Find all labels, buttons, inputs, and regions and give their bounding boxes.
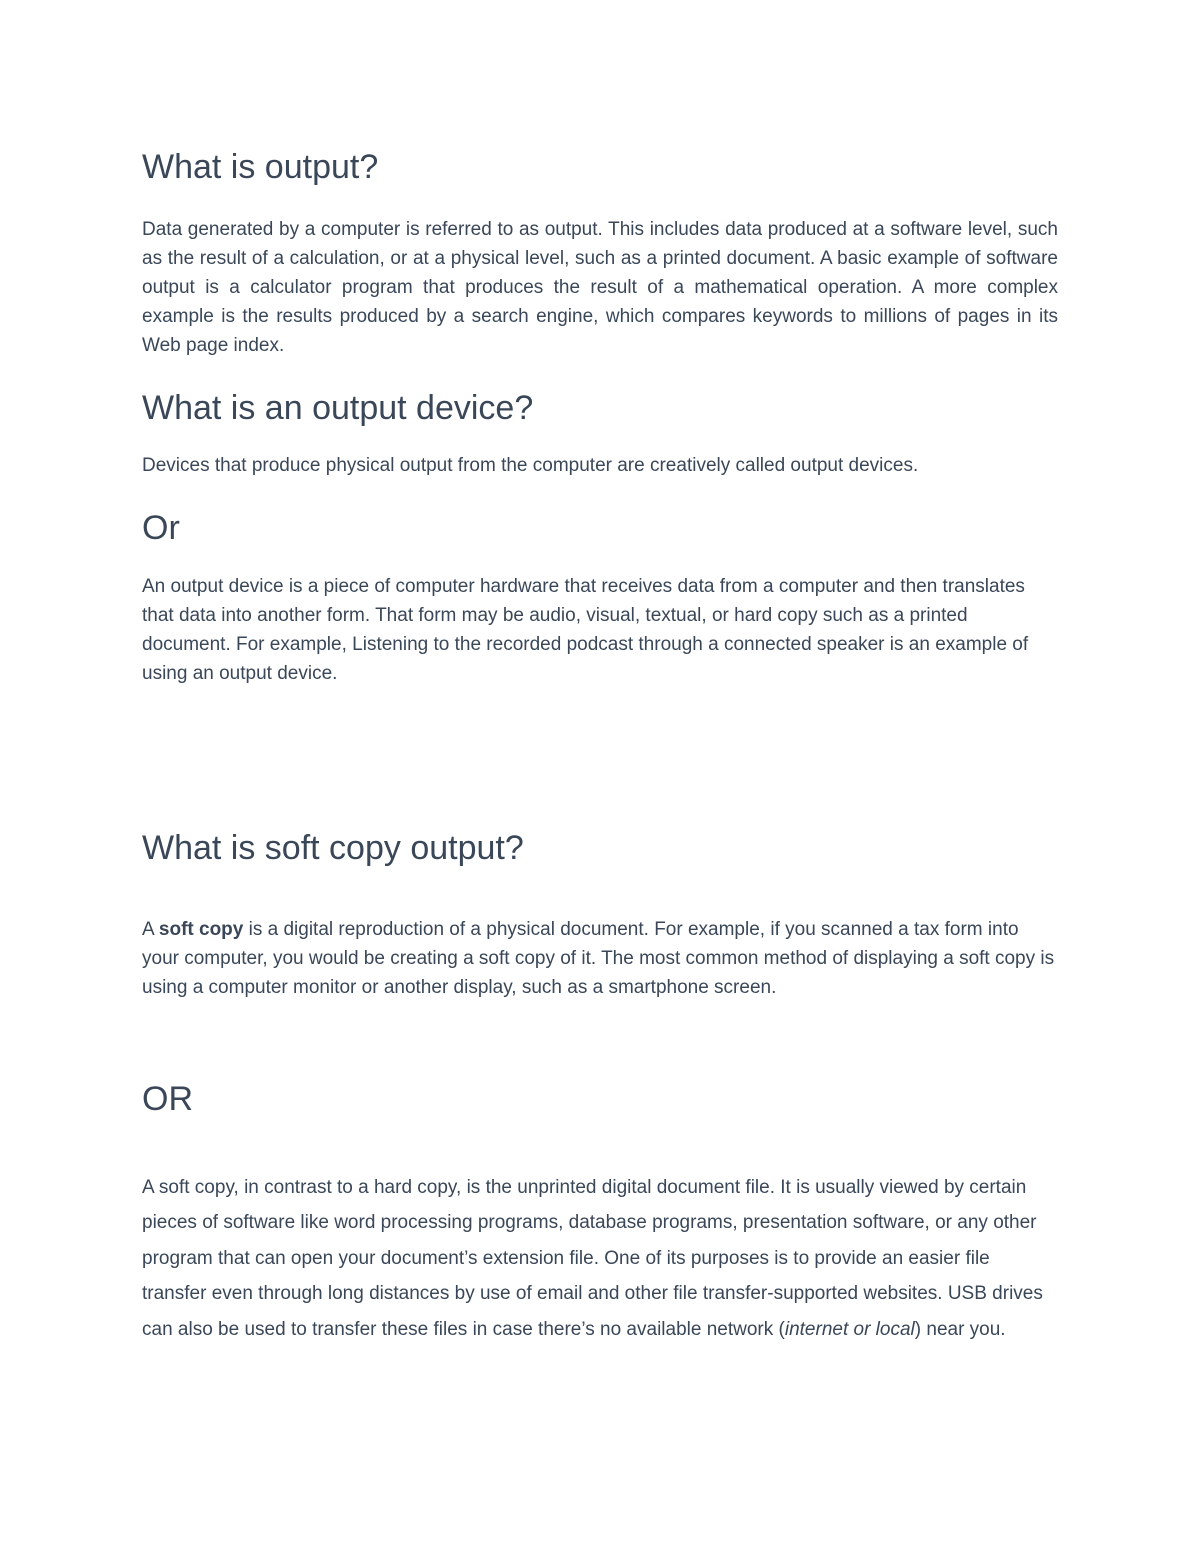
heading-what-is-output-device: What is an output device?	[142, 389, 534, 427]
network-type-italic: internet or local	[784, 1318, 915, 1340]
heading-what-is-soft-copy-output: What is soft copy output?	[142, 829, 524, 867]
paragraph-output-definition: Data generated by a computer is referred to as output. This includes data produced at a software level, such as the result of a calculation, or at a physical level, such as a printed document. A basic example of software output is a calculator program that produces the result of a mathematical operation. A more complex example is the results produced by a search engine, which compares keywords to millions of pages in its Web page index.	[142, 219, 1058, 356]
paragraph-soft-copy-alt-definition	[142, 1170, 1058, 1347]
heading-or: Or	[142, 509, 180, 547]
paragraph-soft-copy-definition	[142, 915, 1058, 1002]
heading-or-uppercase: OR	[142, 1080, 193, 1118]
soft-copy-alt-text-post: ) near you.	[914, 1318, 1006, 1340]
soft-copy-text-pre: A	[142, 919, 159, 940]
soft-copy-term: soft copy	[158, 919, 244, 940]
soft-copy-text-post: is a digital reproduction of a physical document. For example, if you scanned a tax form into your computer, you would be creating a soft copy of it. The most common method of displaying a soft copy is using a computer monitor or another display, such as a smartphone screen.	[142, 919, 1055, 998]
paragraph-output-device-alt-definition: An output device is a piece of computer hardware that receives data from a computer and then translates that data into another form. That form may be audio, visual, textual, or hard copy such as a printed document. For example, Listening to the recorded podcast through a connected speaker is an example of using an output device.	[142, 576, 1029, 684]
paragraph-output-device-definition: Devices that produce physical output from the computer are creatively called output devices.	[142, 455, 919, 476]
soft-copy-alt-text-pre: A soft copy, in contrast to a hard copy, is the unprinted digital document file. It is usually viewed by certain pieces of software like word processing programs, database programs, presentation software, or any other program that can open your document’s extension file. One of its purposes is to provide an easier file transfer even through long distances by use of email and other file transfer-supported websites. USB drives can also be used to transfer these files in case there’s no available network (	[142, 1177, 1043, 1340]
heading-what-is-output: What is output?	[142, 148, 379, 186]
